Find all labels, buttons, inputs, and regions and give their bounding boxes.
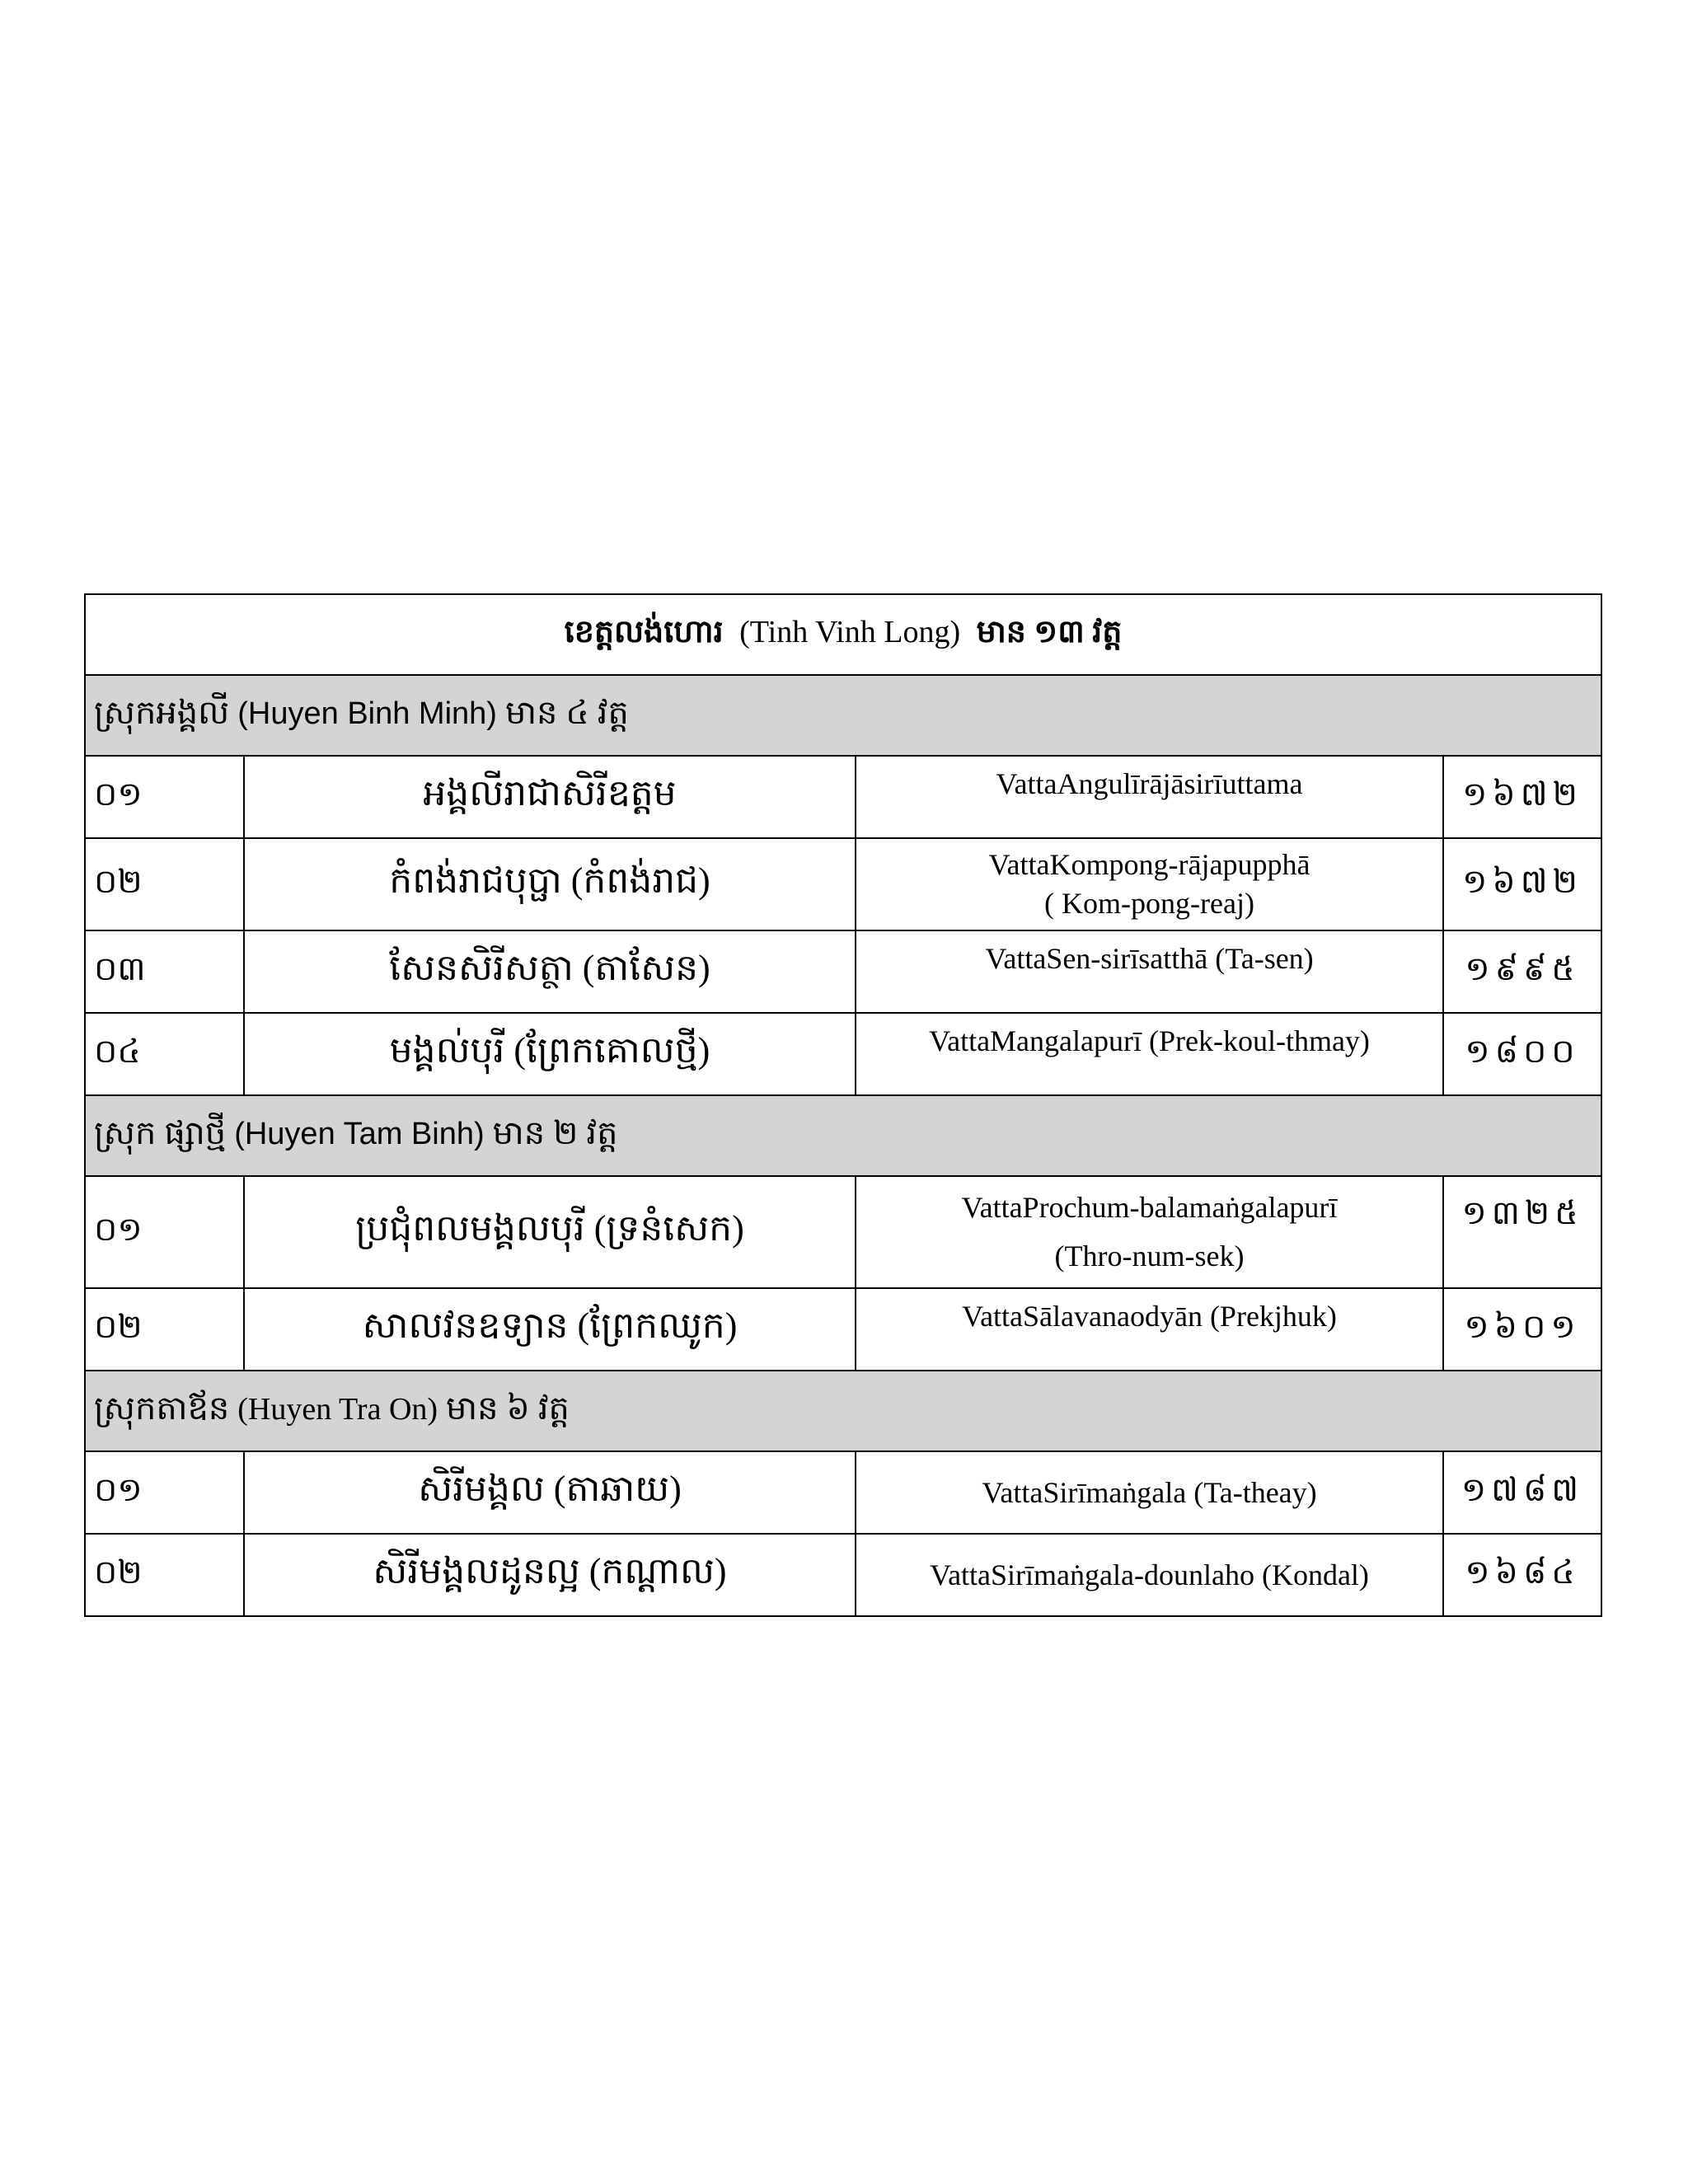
row-number: ០១ (85, 756, 244, 838)
year: ១៦០១ (1443, 1288, 1601, 1371)
year: ១៦៨៤ (1443, 1534, 1601, 1616)
temple-kh-name: ប្រជុំពលមង្គលបុរី (ទ្រនំសេក) (244, 1176, 856, 1288)
district-kh-name: ស្រុក ផ្សាថ្មី (94, 1113, 227, 1151)
temple-roman-name (856, 1176, 1443, 1288)
table-row (85, 838, 1601, 930)
temple-kh-name: សែនសិរីសត្ថា (តាសែន) (244, 930, 856, 1013)
province-count: មាន ១៣ វត្ត (976, 615, 1123, 649)
temple-roman-name (856, 1288, 1443, 1371)
temple-kh-name: សិរីមង្គលដូនល្អ (កណ្ដាល) (244, 1534, 856, 1616)
year: ១៧៨៧ (1443, 1451, 1601, 1534)
table-row (85, 1176, 1601, 1288)
year: ១៦៧២ (1443, 838, 1601, 930)
roman-line: (Thro-num-sek) (1054, 1240, 1245, 1272)
year: ១៨០០ (1443, 1013, 1601, 1095)
province-kh-name: ខេត្តលង់ហោរ (564, 615, 724, 649)
district-latin-name: (Huyen Binh Minh) (237, 696, 497, 731)
table-title (85, 594, 1601, 675)
temple-list-table (84, 593, 1602, 1617)
temple-roman-name (856, 1013, 1443, 1095)
roman-line: VattaAngulīrājāsirīuttama (996, 767, 1303, 800)
row-number: ០១ (85, 1451, 244, 1534)
table-row (85, 756, 1601, 838)
district-count: មាន ២ វត្ត (492, 1113, 618, 1151)
district-latin-name: (Huyen Tam Binh) (234, 1116, 485, 1151)
year: ១៣២៥ (1443, 1176, 1601, 1288)
row-number: ០៣ (85, 930, 244, 1013)
temple-kh-name: មង្គល់បុរី (ព្រែកគោលថ្មី) (244, 1013, 856, 1095)
table-row (85, 1451, 1601, 1534)
table-row (85, 1534, 1601, 1616)
row-number: ០២ (85, 838, 244, 930)
roman-line: VattaSen-sirīsatthā (Ta-sen) (985, 942, 1314, 975)
table-row (85, 930, 1601, 1013)
district-kh-name: ស្រុកអង្គលី (94, 693, 230, 731)
row-number: ០១ (85, 1176, 244, 1288)
title-row (85, 594, 1601, 675)
temple-roman-name (856, 1451, 1443, 1534)
district-latin-name: (Huyen Tra On) (237, 1391, 438, 1427)
temple-roman-name (856, 838, 1443, 930)
temple-kh-name: កំពង់រាជបុប្ផា (កំពង់រាជ) (244, 838, 856, 930)
roman-line: VattaSirīmaṅgala (Ta-theay) (982, 1475, 1317, 1509)
temple-kh-name: សាលវនឧទ្យាន (ព្រែកឈូក) (244, 1288, 856, 1371)
row-number: ០២ (85, 1288, 244, 1371)
year: ១៦៧២ (1443, 756, 1601, 838)
roman-line: VattaProchum-balamaṅgalapurī (961, 1190, 1338, 1224)
table-row (85, 1288, 1601, 1371)
roman-line: ( Kom-pong-reaj) (1044, 887, 1254, 920)
province-latin-name: (Tinh Vinh Long) (739, 615, 961, 649)
year: ១៩៩៥ (1443, 930, 1601, 1013)
temple-roman-name (856, 756, 1443, 838)
temple-kh-name: អង្គលីរាជាសិរីឧត្តម (244, 756, 856, 838)
row-number: ០៤ (85, 1013, 244, 1095)
table-row (85, 1013, 1601, 1095)
temple-roman-name (856, 930, 1443, 1013)
temple-roman-name (856, 1534, 1443, 1616)
district-kh-name: ស្រុកតាឪន (94, 1389, 230, 1427)
district-count: មាន ៤ វត្ត (504, 693, 629, 731)
district-header-row (85, 1095, 1601, 1176)
roman-line: VattaSirīmaṅgala-dounlaho (Kondal) (930, 1558, 1369, 1591)
district-header (85, 675, 1601, 756)
district-header-row (85, 675, 1601, 756)
district-header-row (85, 1371, 1601, 1451)
district-count: មាន ៦ វត្ត (446, 1389, 570, 1427)
temple-kh-name: សិរីមង្គល (តាឆាយ) (244, 1451, 856, 1534)
row-number: ០២ (85, 1534, 244, 1616)
roman-line: VattaSālavanaodyān (Prekjhuk) (962, 1300, 1337, 1333)
roman-line: VattaKompong-rājapupphā (988, 848, 1311, 882)
roman-line: VattaMangalapurī (Prek-koul-thmay) (929, 1024, 1370, 1057)
district-header (85, 1095, 1601, 1176)
district-header (85, 1371, 1601, 1451)
